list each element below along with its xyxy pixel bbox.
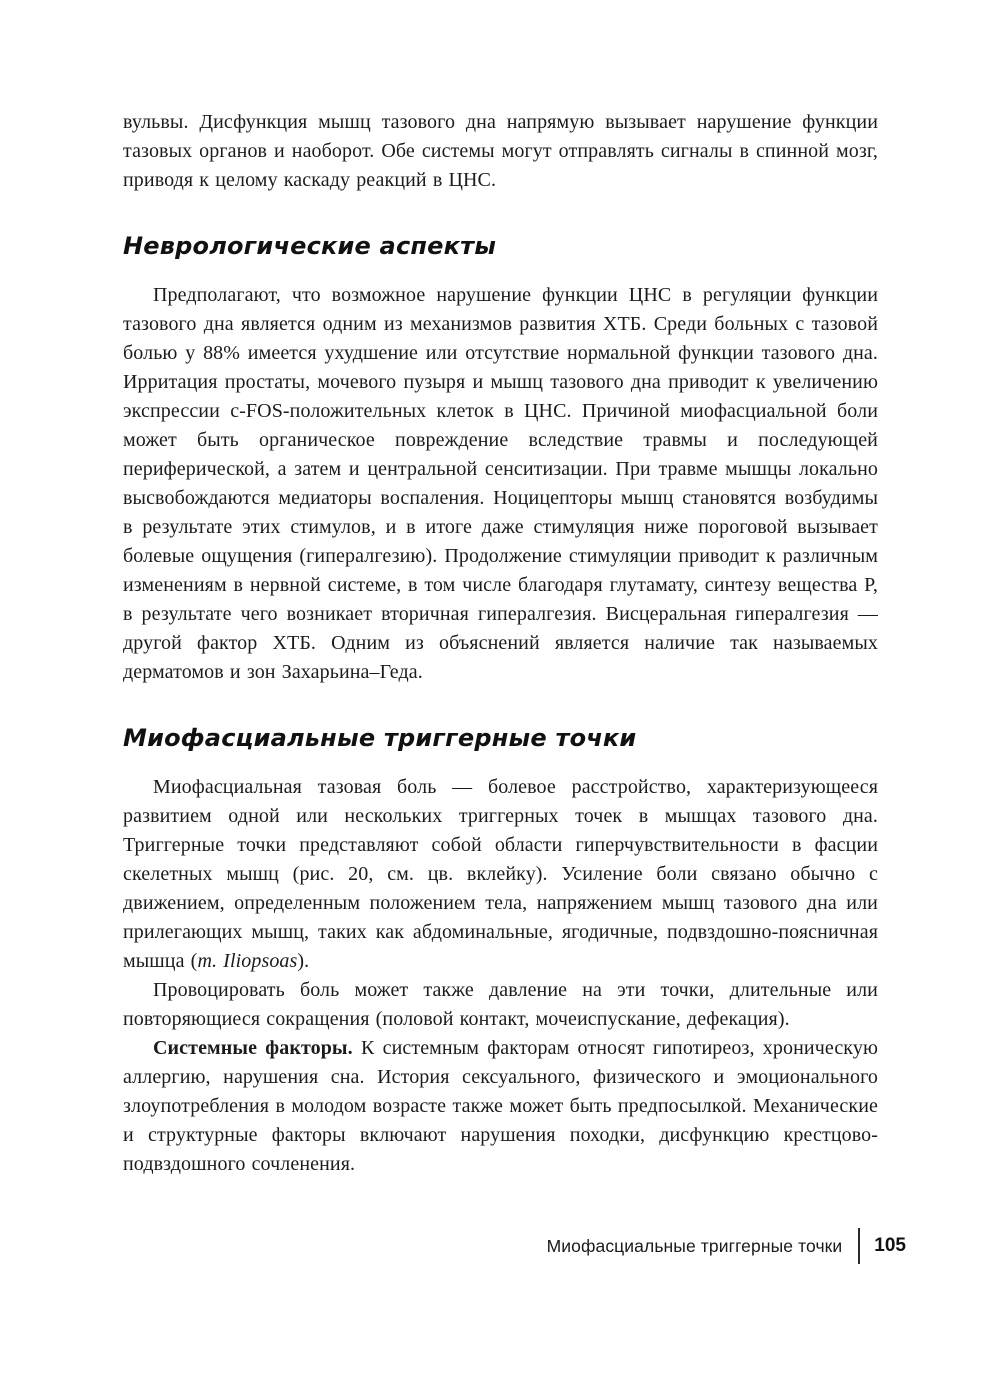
latin-term-iliopsoas: m. Iliopsoas xyxy=(197,950,298,972)
section-heading-myofascial-trigger-points: Миофасциальные триггерные точки xyxy=(123,724,637,752)
paragraph-text: К системным факторам относят гипотиреоз, хроническую аллергию, нарушения сна. История сексуального, физического и эмоционального злоупотребления в молодом возрасте также может быть предпосылкой. Механические и структурные факторы включают нарушения походки, дисфункцию крестцово-подвздошного сочленения. xyxy=(123,1037,878,1175)
paragraph-myofascial-definition xyxy=(123,773,878,976)
paragraph-pain-provocation: Провоцировать боль может также давление на эти точки, длительные или повторяющиеся сокращения (половой контакт, мочеиспускание, дефекация). xyxy=(123,979,878,1030)
paragraph-text: ). xyxy=(297,950,310,972)
page-footer xyxy=(547,1228,906,1264)
paragraph-systemic-factors xyxy=(123,1034,878,1179)
paragraph-neurological-aspects: Предполагают, что возможное нарушение функции ЦНС в регуляции функции тазового дна является одним из механизмов развития ХТБ. Среди больных с тазовой болью у 88% имеется ухудшение или отсутствие нормальной функции тазового дна. Ирритация простаты, мочевого пузыря и мышц тазового дна приводит к увеличению экспрессии c-FOS-положительных клеток в ЦНС. Причиной миофасциальной боли может быть органическое повреждение вследствие травмы и последующей периферической, а затем и центральной сенситизации. При травме мышцы локально высвобождаются медиаторы воспаления. Ноцицепторы мышц становятся возбудимы в результате этих стимулов, и в итоге даже стимуляция ниже пороговой вызывает болевые ощущения (гипералгезию). Продолжение стимуляции приводит к различным изменениям в нервной системе, в том числе благодаря глутамату, синтезу вещества Р, в результате чего возникает вторичная гипералгезия. Висцеральная гипералгезия — другой фактор ХТБ. Одним из объяснений является наличие так называемых дерматомов и зон Захарьина–Геда. xyxy=(123,284,878,683)
running-title: Миофасциальные триггерные точки xyxy=(546,1235,843,1256)
section-heading-neurological-aspects: Неврологические аспекты xyxy=(123,232,497,260)
page-content xyxy=(123,108,878,1179)
page-number: 105 xyxy=(874,1235,906,1256)
footer-divider xyxy=(858,1228,860,1264)
paragraph-text: Миофасциальная тазовая боль — болевое расстройство, характеризующееся развитием одной или нескольких триггерных точек в мышцах тазового дна. Триггерные точки представляют собой области гиперчувствительности в фасции скелетных мышц (рис. 20, см. цв. вклейку). Усиление боли связано обычно с движением, определенным положением тела, напряжением мышц тазового дна или прилегающих мышц, таких как абдоминальные, ягодичные, подвздошно-поясничная мышца ( xyxy=(123,776,878,972)
paragraph-lead-bold: Системные факторы. xyxy=(153,1037,353,1059)
paragraph-continuation: вульвы. Дисфункция мышц тазового дна напрямую вызывает нарушение функции тазовых органов и наоборот. Обе системы могут отправлять сигналы в спинной мозг, приводя к целому каскаду реакций в ЦНС. xyxy=(123,111,878,191)
